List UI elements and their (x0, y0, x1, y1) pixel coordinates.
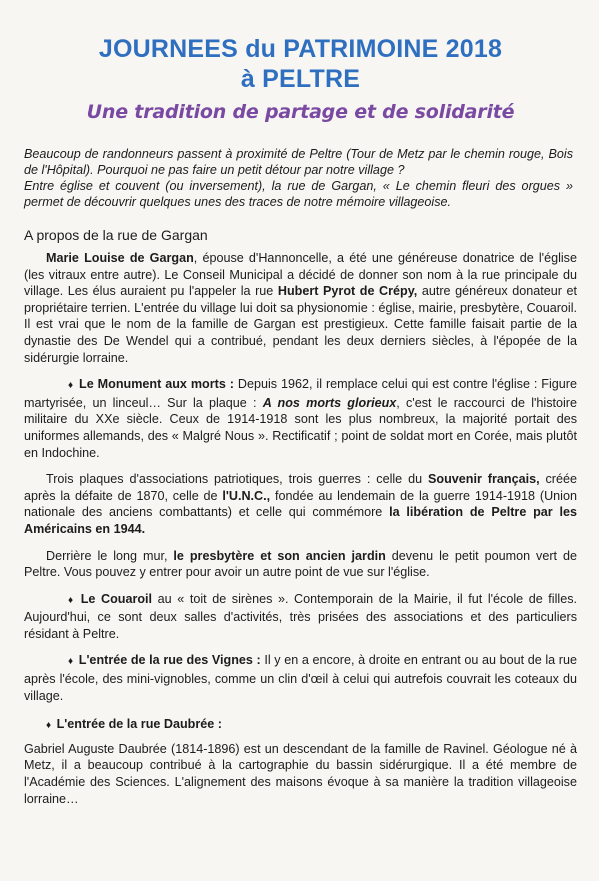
diamond-bullet-icon: ♦ (68, 380, 74, 392)
monument-quote: A nos morts glorieux (262, 395, 397, 410)
couaroil-paragraph (24, 591, 577, 643)
intro-paragraph (24, 146, 577, 210)
intro-line1: Beaucoup de randonneurs passent à proximité de Peltre (Tour de Metz par le chemin rouge, Bois de l'Hôpital). Pourquoi ne pas faire un petit détour par notre village ? (24, 147, 573, 177)
plaques-paragraph (24, 471, 577, 537)
vignes-paragraph (24, 652, 577, 704)
couaroil-label: Le Couaroil (80, 591, 153, 606)
monument-text-1: Depuis 1962, il remplace celui qui est contre l'église : Figure martyrisée, un linceul… Sur la plaque : (24, 377, 577, 410)
plaques-text-2: créée après la défaite de 1870, celle de (24, 472, 578, 503)
diamond-bullet-icon: ♦ (68, 656, 74, 668)
liberation-label: la libération de Peltre par les Américains en 1944. (24, 505, 577, 536)
monument-label: Le Monument aux morts : (79, 377, 234, 392)
jardin-paragraph (24, 548, 577, 581)
souvenir-francais: Souvenir français, (428, 472, 540, 487)
jardin-text-1: Derrière le long mur, (46, 548, 174, 563)
gargan-paragraph (24, 250, 577, 366)
diamond-bullet-icon: ♦ (46, 720, 52, 732)
unc-label: l'U.N.C., (222, 488, 271, 503)
couaroil-text: au « toit de sirènes ». Contemporain de la Mairie, il fut l'école de filles. Aujourd'hui, ce sont deux salles d'activités, très prisées des associations et des particuliers résidant à Peltre. (24, 591, 578, 641)
monument-text-2: , c'est le raccourci de l'histoire militaire du XXe siècle. Ceux de 1914-1918 sont les plus nombreux, la majorité portait des uniformes allemands, des « Malgré Nous ». Rectificatif ; point de soldat mort en Corée, mais plutôt en Indochine. (24, 395, 577, 460)
daubree-label: L'entrée de la rue Daubrée : (56, 717, 222, 732)
jardin-text-2: devenu le petit poumon vert de Peltre. Vous pouvez y entrer pour avoir un autre point de vue sur l'église. (24, 548, 577, 580)
page-title-line2: à PELTRE (240, 65, 361, 93)
vignes-label: L'entrée de la rue des Vignes : (78, 653, 261, 668)
gargan-text-1: , épouse d'Hannoncelle, a été une généreuse donatrice de l'église (les vitraux entre autre). Le Conseil Municipal a décidé de donner son nom à la rue principale du village. Les élus auraient pu l'appeler la rue (24, 251, 577, 299)
pyrot-name: Hubert Pyrot de Crépy, (277, 284, 418, 299)
section-heading: A propos de la rue de Gargan (24, 227, 208, 243)
diamond-bullet-icon: ♦ (68, 594, 74, 606)
gargan-name: Marie Louise de Gargan (46, 251, 194, 265)
vignes-text: Il y en a encore, à droite en entrant ou au bout de la rue après l'école, des mini-vignobles, comme un clin d'œil à celui qui autrefois couvrait les coteaux du village. (24, 653, 578, 703)
plaques-text-1: Trois plaques d'associations patriotiques, trois guerres : celle du (46, 472, 428, 487)
daubree-paragraph: Gabriel Auguste Daubrée (1814-1896) est un descendant de la famille de Ravinel. Géologue né à Metz, il a beaucoup contribué à la cartographie du bassin sidérurgique. Il a été membre de l'Académie des Sciences. L'alignement des maisons évoque à sa manière la tradition villageoise lorraine… (24, 741, 577, 806)
presbytere-label: le presbytère et son ancien jardin (173, 548, 386, 563)
intro-line2: Entre église et couvent (ou inversement), la rue de Gargan, « Le chemin fleuri des orgues » permet de découvrir quelques unes des traces de notre mémoire villageoise. (24, 179, 573, 209)
page-subtitle: Une tradition de partage et de solidarité (86, 101, 515, 123)
plaques-text-3: fondée au lendemain de la guerre 1914-1918 (Union nationale des anciens combattants) et celle qui commémore (24, 488, 577, 520)
monument-paragraph (24, 376, 577, 461)
page-title-line1: JOURNEES du PATRIMOINE 2018 (98, 35, 503, 63)
daubree-heading (46, 716, 577, 735)
gargan-text-2: autre généreux donateur et propriétaire terrien. L'entrée du village lui doit sa physionomie : église, mairie, presbytère, Couaroil. Il est vrai que le nom de la famille de Gargan est prestigieux. Cette famille faisait partie de la dynastie des De Wendel qui a contribué, pendant les deux derniers siècles, à l'épopée de la sidérurgie lorraine. (24, 284, 577, 365)
